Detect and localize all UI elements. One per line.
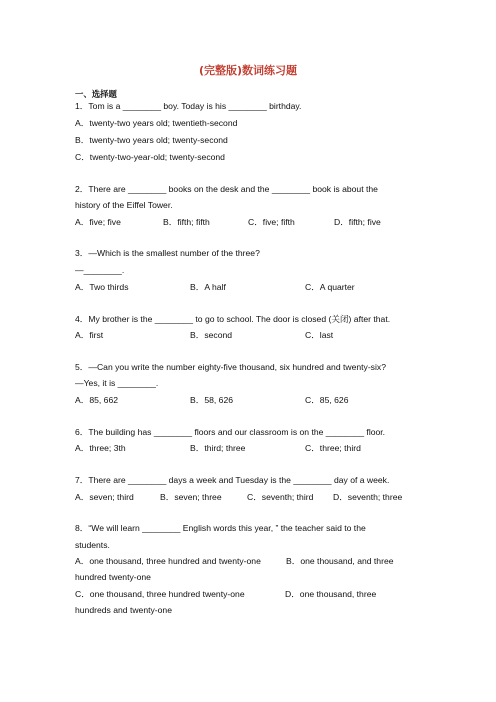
question-8-option-b-line-1: B．one thousand, and three — [286, 556, 394, 566]
question-3-stem-line-1: 3．—Which is the smallest number of the three? — [75, 248, 260, 258]
question-7-option-b: B．seven; three — [160, 492, 222, 502]
question-1-option-c: C．twenty-two-year-old; twenty-second — [75, 152, 225, 162]
question-2-stem-line-1: 2．There are ________ books on the desk and the ________ book is about the — [75, 184, 378, 194]
question-4-option-a: A．first — [75, 330, 104, 340]
question-8-option-a: A．one thousand, three hundred and twenty-one — [75, 556, 261, 566]
question-7-option-a: A．seven; third — [75, 492, 134, 502]
question-8-option-c: C．one thousand, three hundred twenty-one — [75, 589, 245, 599]
question-1-option-a: A．twenty-two years old; twentieth-second — [75, 118, 238, 128]
question-2-option-a: A．five; five — [75, 217, 121, 227]
question-3-option-a: A．Two thirds — [75, 282, 129, 292]
question-5-option-c: C．85, 626 — [305, 395, 349, 405]
question-2-stem-line-2: history of the Eiffel Tower. — [75, 200, 173, 210]
section-heading: 一、选择题 — [75, 89, 117, 99]
question-5-stem-line-1: 5．—Can you write the number eighty-five thousand, six hundred and twenty-six? — [75, 362, 386, 372]
question-5-stem-line-2: —Yes, it is ________. — [75, 378, 159, 388]
question-1-stem: 1．Tom is a ________ boy. Today is his ________ birthday. — [75, 101, 302, 111]
question-6-option-c: C．three; third — [305, 443, 361, 453]
question-4-option-b: B．second — [190, 330, 233, 340]
question-5-option-a: A．85, 662 — [75, 395, 118, 405]
question-8-option-d-line-1: D．one thousand, three — [285, 589, 377, 599]
question-7-stem: 7．There are ________ days a week and Tuesday is the ________ day of a week. — [75, 475, 390, 485]
question-3-option-c: C．A quarter — [305, 282, 355, 292]
question-2-option-d: D．fifth; five — [334, 217, 381, 227]
question-7-option-d: D．seventh; three — [333, 492, 403, 502]
question-4-stem: 4．My brother is the ________ to go to school. The door is closed (关闭) after that. — [75, 314, 391, 324]
document-title: (完整版)数词练习题 — [198, 64, 298, 77]
question-8-option-b-line-2: hundred twenty-one — [75, 572, 151, 582]
question-5-option-b: B．58, 626 — [190, 395, 233, 405]
question-2-option-c: C．five; fifth — [248, 217, 295, 227]
question-3-option-b: B．A half — [190, 282, 226, 292]
question-6-option-b: B．third; three — [190, 443, 246, 453]
question-6-stem: 6．The building has ________ floors and our classroom is on the ________ floor. — [75, 427, 386, 437]
question-6-option-a: A．three; 3th — [75, 443, 126, 453]
question-8-option-d-line-2: hundreds and twenty-one — [75, 605, 172, 615]
question-8-stem-line-2: students. — [75, 540, 110, 550]
question-3-stem-line-2: —________. — [75, 265, 125, 275]
question-1-option-b: B．twenty-two years old; twenty-second — [75, 135, 228, 145]
question-2-option-b: B．fifth; fifth — [163, 217, 210, 227]
question-8-stem-line-1: 8．“We will learn ________ English words this year, ” the teacher said to the — [75, 523, 366, 533]
question-7-option-c: C．seventh; third — [247, 492, 314, 502]
question-4-option-c: C．last — [305, 330, 334, 340]
